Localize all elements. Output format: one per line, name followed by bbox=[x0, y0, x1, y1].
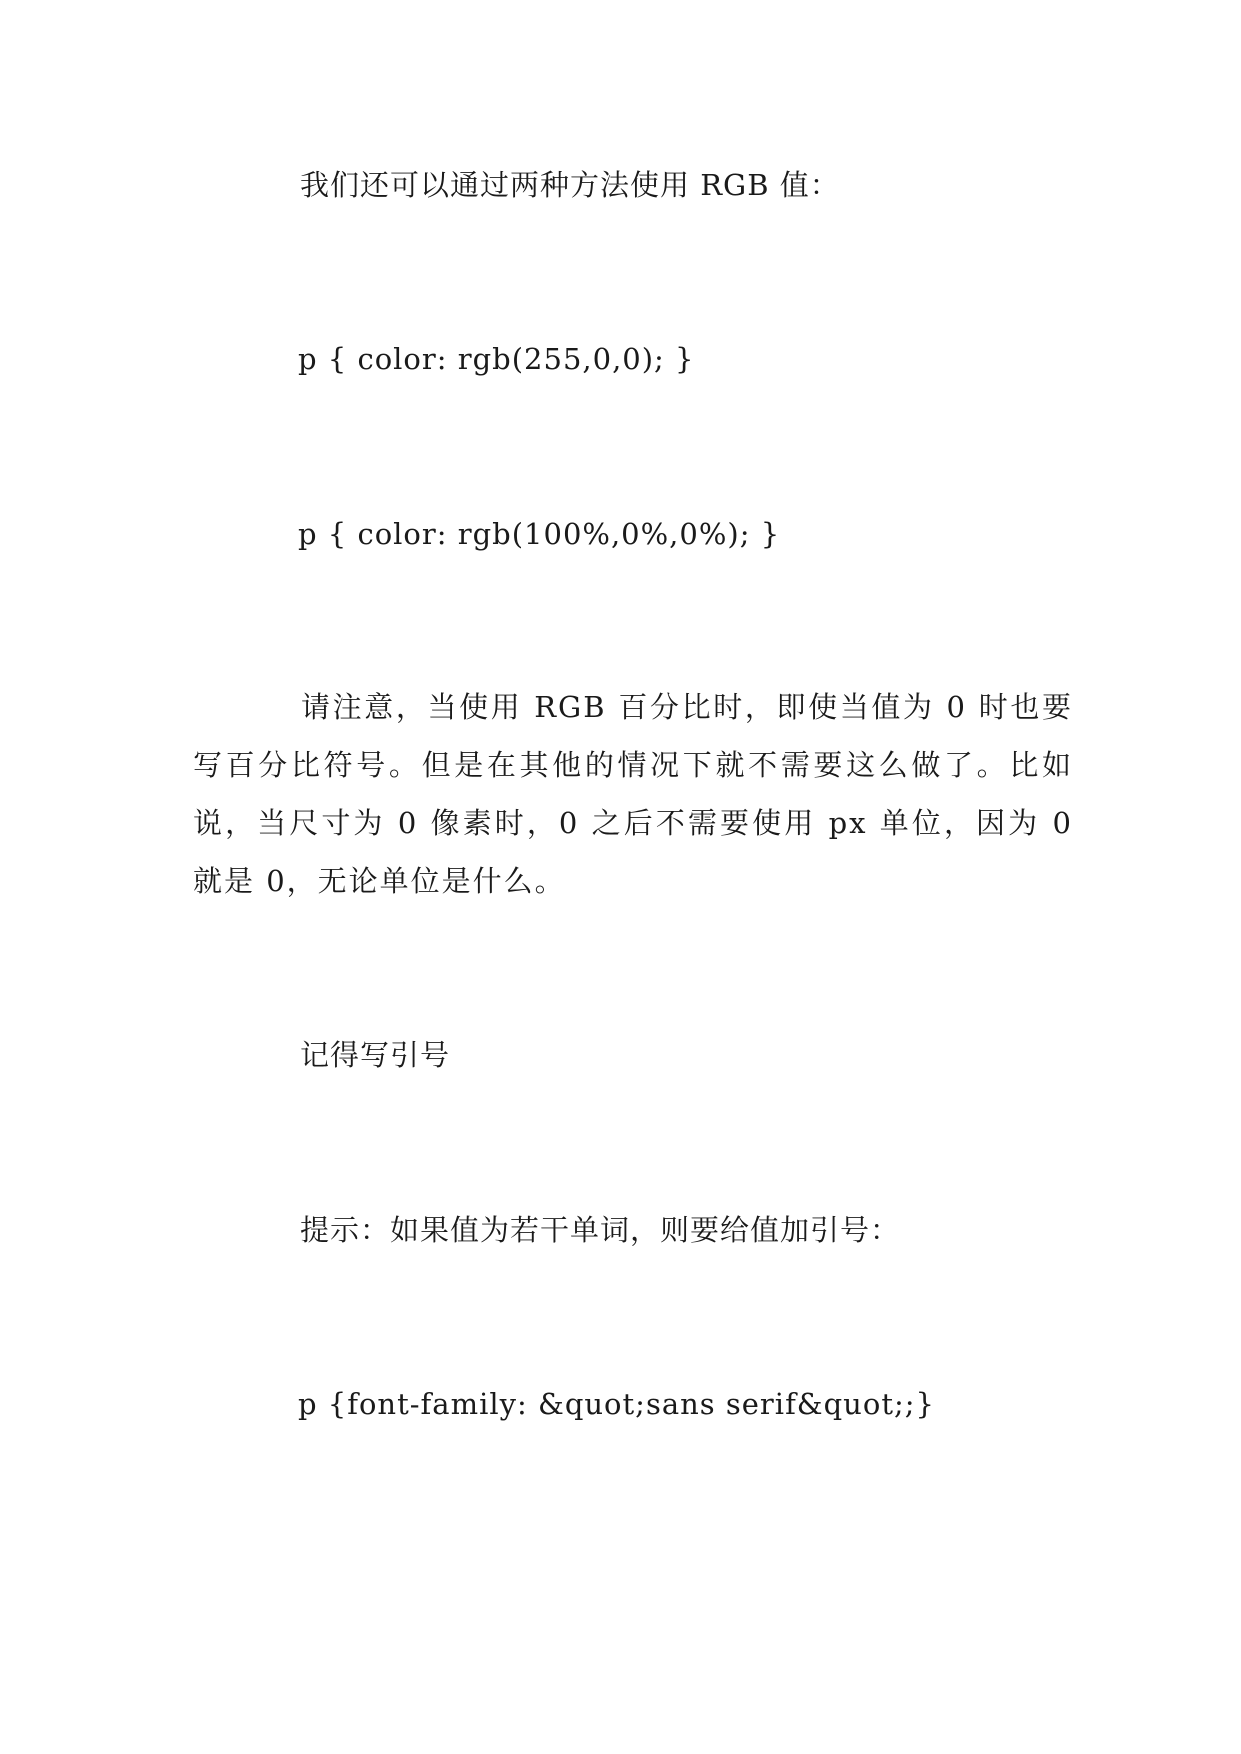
rgb-intro-text: 我们还可以通过两种方法使用 RGB 值： bbox=[300, 168, 840, 202]
code-font-family: p {font-family: &quot;sans serif&quot;;} bbox=[298, 1387, 935, 1421]
note-paragraph: 请注意，当使用 RGB 百分比时，即使当值为 0 时也要写百分比符号。但是在其他的情况下就不需要这么做了。比如说，当尺寸为 0 像素时，0 之后不需要使用 px 单位，因为 0 就是 0，无论单位是什么。 bbox=[193, 690, 1073, 898]
tip-text: 提示：如果值为若干单词，则要给值加引号： bbox=[300, 1213, 901, 1247]
code-rgb-percent: p { color: rgb(100%,0%,0%); } bbox=[298, 517, 781, 551]
heading-remember-quotes: 记得写引号 bbox=[300, 1038, 451, 1072]
code-rgb-numeric: p { color: rgb(255,0,0); } bbox=[298, 342, 695, 376]
